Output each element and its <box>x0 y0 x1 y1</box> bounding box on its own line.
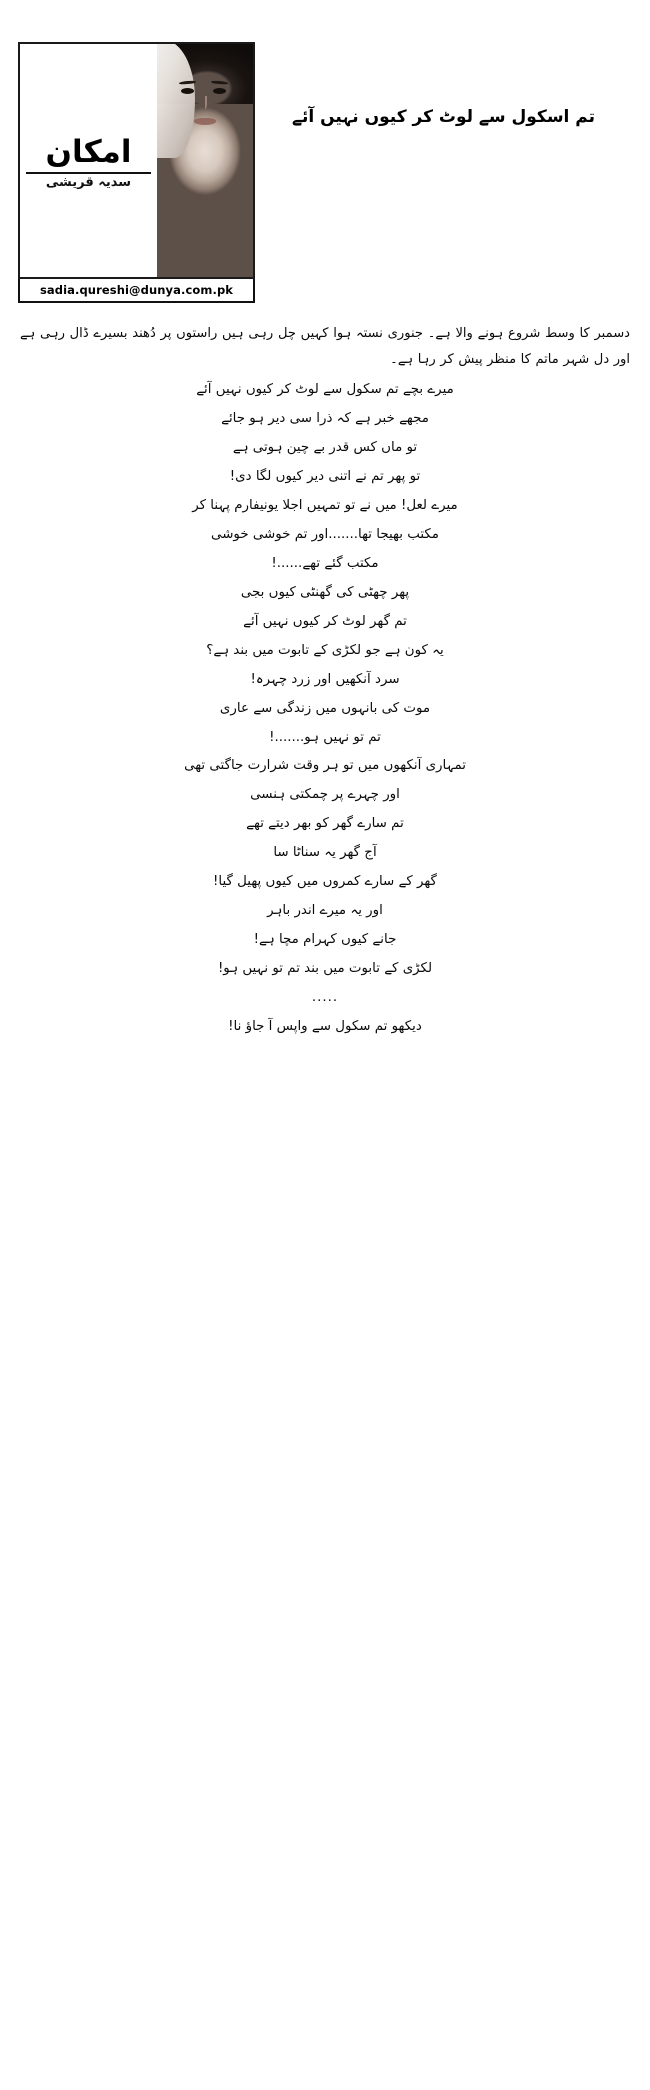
column-logo-text <box>20 44 157 277</box>
column-logo-block <box>18 42 255 303</box>
logo-divider <box>26 172 151 174</box>
poem-line: مکتب بھیجا تھا.......اور تم خوشی خوشی <box>211 526 439 542</box>
poem-line: گھر کے سارے کمروں میں کیوں پھیل گیا! <box>213 874 437 890</box>
poem-line: آج گھر یہ سناٹا سا <box>273 845 377 861</box>
poem-line: موت کی بانہوں میں زندگی سے عاری <box>219 700 431 716</box>
poem-line: میرے بچے تم سکول سے لوٹ کر کیوں نہیں آئے <box>196 382 454 398</box>
poem-line-ellipsis: ..... <box>311 990 339 1006</box>
poem-line: لکڑی کے تابوت میں بند تم تو نہیں ہو! <box>217 961 433 977</box>
poem-line: مجھے خبر ہے کہ ذرا سی دیر ہو جائے <box>221 411 429 427</box>
poem-line: تمہاری آنکھوں میں تو ہر وقت شرارت جاگتی تھی <box>184 758 466 774</box>
poem-line: اور چہرے پر چمکتی ہنسی <box>250 787 400 803</box>
poem-line: مکتب گئے تھے......! <box>271 555 379 571</box>
poem-line: تم تو نہیں ہو.......! <box>269 729 381 745</box>
eyebrow-left-icon <box>179 80 196 84</box>
headline-area <box>255 42 632 142</box>
poem-line: سرد آنکھیں اور زرد چہرہ! <box>250 671 400 687</box>
author-face-detail <box>157 44 253 277</box>
poem-line: تم سارے گھر کو بھر دیتے تھے <box>246 816 404 832</box>
poem-line: تو پھر تم نے اتنی دیر کیوں لگا دی! <box>229 468 421 484</box>
poem-line: دیکھو تم سکول سے واپس آ جاؤ نا! <box>228 1019 422 1035</box>
eye-right-icon <box>213 88 226 94</box>
column-logo-title: امکان <box>45 133 132 170</box>
mouth-icon <box>194 118 216 125</box>
poem-line: جانے کیوں کہرام مچا ہے! <box>253 932 397 948</box>
article-body <box>0 303 650 372</box>
poem-line: تم گھر لوٹ کر کیوں نہیں آئے <box>243 613 407 629</box>
poem-block <box>0 372 650 1072</box>
poem-line: یہ کون ہے جو لکڑی کے تابوت میں بند ہے؟ <box>206 642 444 658</box>
eye-left-icon <box>181 88 194 94</box>
poem-line: میرے لعل! میں نے تو تمہیں اجلا یونیفارم پہنا کر <box>192 497 458 513</box>
column-logo-frame <box>18 42 255 279</box>
eyebrow-right-icon <box>211 80 228 84</box>
poem-line: پھر چھٹی کی گھنٹی کیوں بجی <box>240 584 410 600</box>
masthead <box>0 0 650 303</box>
nose-icon <box>202 96 207 109</box>
page-title: تم اسکول سے لوٹ کر کیوں نہیں آئے <box>292 107 595 128</box>
author-email[interactable]: sadia.qureshi@dunya.com.pk <box>18 279 255 303</box>
author-photo <box>157 44 253 277</box>
poem-line: تو ماں کس قدر بے چین ہوتی ہے <box>232 439 418 455</box>
poem-line: اور یہ میرے اندر باہر <box>267 903 383 919</box>
article-paragraph: دسمبر کا وسط شروع ہونے والا ہے۔ جنوری نستہ ہوا کہیں چل رہی ہیں راستوں پر دُھند بسیرے ڈال رہی ہے اور دل شہر ماتم کا منظر پیش کر رہا ہے۔ <box>20 326 630 367</box>
author-name: سدیہ قریشی <box>45 175 132 191</box>
